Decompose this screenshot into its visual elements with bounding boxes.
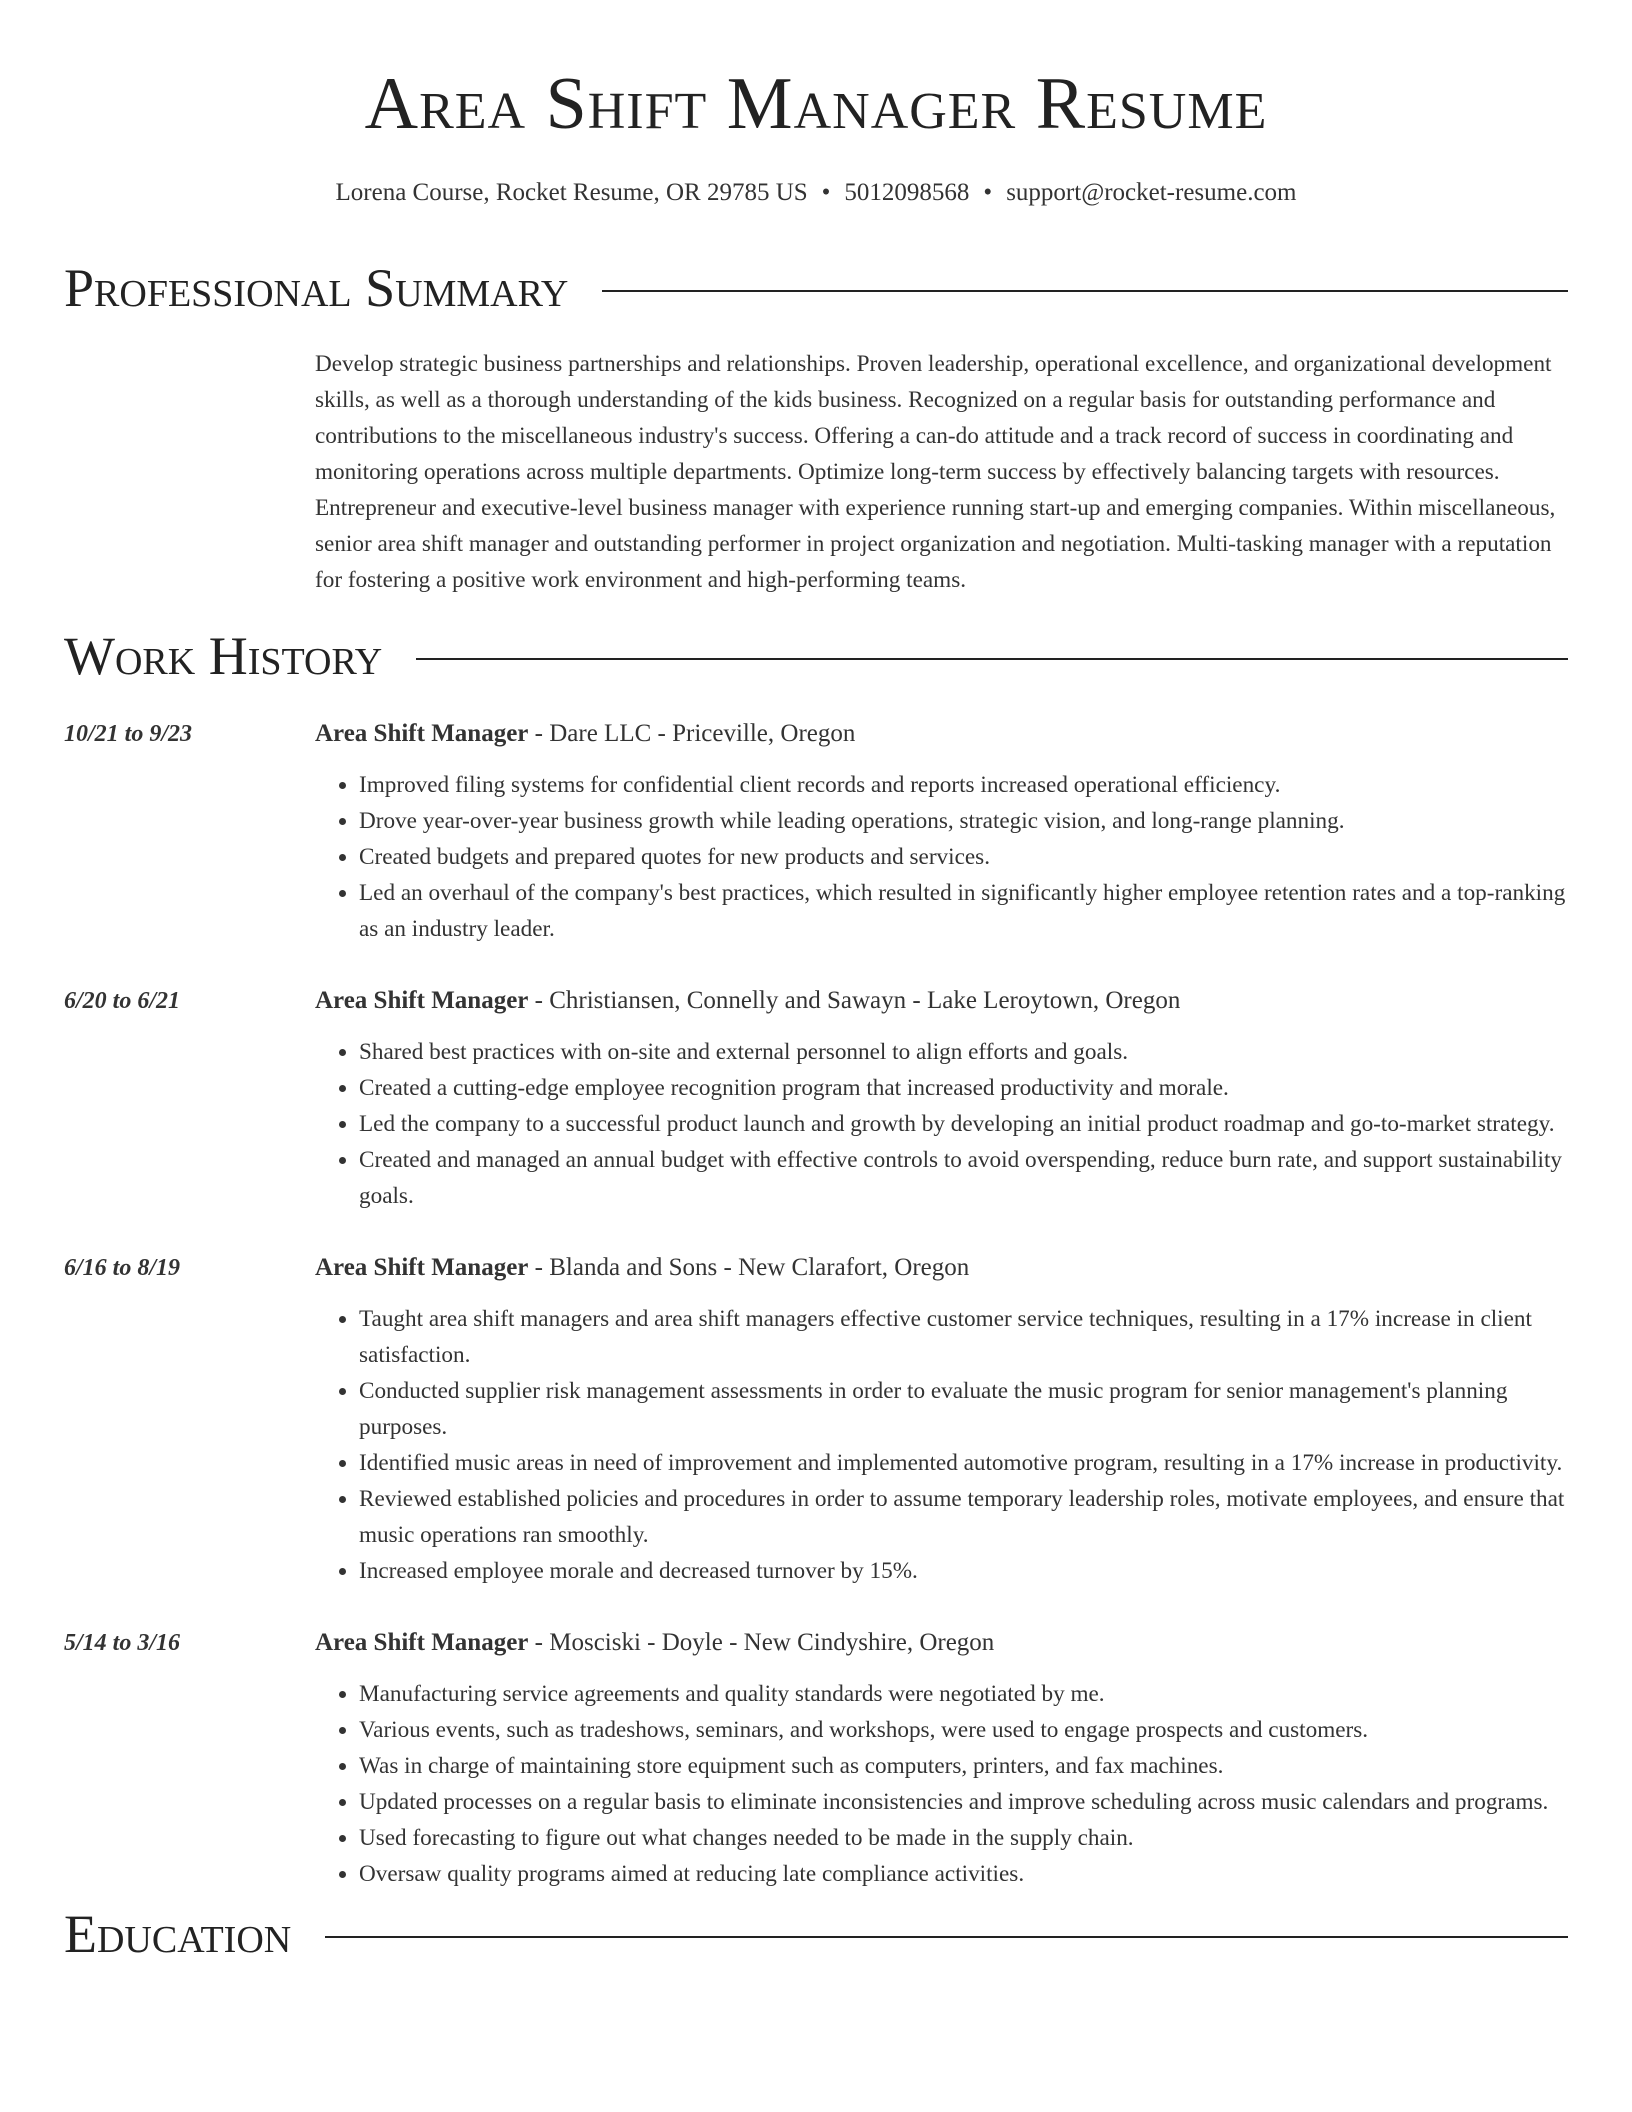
- job-title-line: [315, 1625, 1568, 1661]
- job-bullet: • Was in charge of maintaining store equipment such as computers, printers, and fax machines.: [359, 1748, 1568, 1784]
- job-dates: 6/20 to 6/21: [64, 988, 181, 1014]
- section-heading-summary: [64, 258, 1568, 318]
- job-bullet: • Drove year-over-year business growth while leading operations, strategic vision, and long-range planning.: [359, 803, 1568, 839]
- job-bullet: • Identified music areas in need of improvement and implemented automotive program, resulting in a 17% increase in productivity.: [359, 1445, 1568, 1481]
- job-bullet: • Led the company to a successful product launch and growth by developing an initial product roadmap and go-to-market strategy.: [359, 1106, 1568, 1142]
- job-bullets: [315, 767, 1568, 947]
- job-bullets: [315, 1301, 1568, 1589]
- job-role: Area Shift Manager: [315, 987, 529, 1014]
- work-history-list: [64, 716, 1568, 1892]
- section-divider: [416, 658, 1568, 660]
- section-title: Work History: [64, 626, 383, 686]
- job-employer-location: - Dare LLC - Priceville, Oregon: [528, 720, 856, 747]
- job-bullet: • Used forecasting to figure out what changes needed to be made in the supply chain.: [359, 1820, 1568, 1856]
- job-role: Area Shift Manager: [315, 1629, 529, 1656]
- section-divider: [602, 290, 1568, 292]
- job-bullet: • Manufacturing service agreements and quality standards were negotiated by me.: [359, 1676, 1568, 1712]
- job-bullet: • Led an overhaul of the company's best practices, which resulted in significantly higher employee retention rates and a top-ranking as an industry leader.: [359, 875, 1568, 947]
- job-details: [315, 1625, 1568, 1892]
- job-details: [315, 716, 1568, 947]
- job-bullet: • Shared best practices with on-site and external personnel to align efforts and goals.: [359, 1034, 1568, 1070]
- job-entry: [64, 1625, 1568, 1892]
- contact-separator: •: [821, 179, 831, 206]
- job-bullet: • Created and managed an annual budget with effective controls to avoid overspending, reduce burn rate, and support sustainability goals.: [359, 1142, 1568, 1214]
- section-heading-work-history: [64, 626, 1568, 686]
- job-details: [315, 983, 1568, 1214]
- job-entry: [64, 1250, 1568, 1589]
- job-bullet: • Increased employee morale and decreased turnover by 15%.: [359, 1553, 1568, 1589]
- job-role: Area Shift Manager: [315, 1254, 529, 1281]
- summary-paragraph: Develop strategic business partnerships and relationships. Proven leadership, operational excellence, and organizational development skills, as well as a thorough understanding of the kids business. Recognized on a regular basis for outstanding performance and contributions to the miscellaneous industry's success. Offering a can-do attitude and a track record of success in coordinating and monitoring operations across multiple departments. Optimize long-term success by effectively balancing targets with resources. Entrepreneur and executive-level business manager with experience running start-up and emerging companies. Within miscellaneous, senior area shift manager and outstanding performer in project organization and negotiation. Multi-tasking manager with a reputation for fostering a positive work environment and high-performing teams.: [315, 351, 1556, 593]
- section-divider: [325, 1936, 1568, 1938]
- job-bullet: • Oversaw quality programs aimed at reducing late compliance activities.: [359, 1856, 1568, 1892]
- section-title: Education: [64, 1904, 292, 1964]
- resume-title: Area Shift Manager Resume: [364, 63, 1268, 145]
- resume-page: [64, 0, 1568, 1964]
- job-bullet: • Conducted supplier risk management assessments in order to evaluate the music program for senior management's planning purposes.: [359, 1373, 1568, 1445]
- contact-line: [64, 178, 1568, 208]
- job-bullet: • Reviewed established policies and procedures in order to assume temporary leadership roles, motivate employees, and ensure that music operations ran smoothly.: [359, 1481, 1568, 1553]
- job-bullets: [315, 1034, 1568, 1214]
- job-entry: [64, 716, 1568, 947]
- job-bullet: • Created budgets and prepared quotes for new products and services.: [359, 839, 1568, 875]
- job-title-line: [315, 1250, 1568, 1286]
- job-bullets: [315, 1676, 1568, 1892]
- contact-separator: •: [983, 179, 993, 206]
- job-employer-location: - Mosciski - Doyle - New Cindyshire, Oregon: [528, 1629, 995, 1656]
- job-bullet: • Improved filing systems for confidential client records and reports increased operational efficiency.: [359, 767, 1568, 803]
- job-bullet: • Updated processes on a regular basis to eliminate inconsistencies and improve scheduling across music calendars and programs.: [359, 1784, 1568, 1820]
- job-employer-location: - Christiansen, Connelly and Sawayn - Lake Leroytown, Oregon: [528, 987, 1181, 1014]
- section-title: Professional Summary: [64, 258, 569, 318]
- job-entry: [64, 983, 1568, 1214]
- job-role: Area Shift Manager: [315, 720, 529, 747]
- job-title-line: [315, 716, 1568, 752]
- job-dates: 10/21 to 9/23: [64, 721, 193, 747]
- job-title-line: [315, 983, 1568, 1019]
- job-bullet: • Taught area shift managers and area shift managers effective customer service techniques, resulting in a 17% increase in client satisfaction.: [359, 1301, 1568, 1373]
- job-bullet: • Created a cutting-edge employee recognition program that increased productivity and morale.: [359, 1070, 1568, 1106]
- section-heading-education: [64, 1904, 1568, 1964]
- job-bullet: • Various events, such as tradeshows, seminars, and workshops, were used to engage prospects and customers.: [359, 1712, 1568, 1748]
- contact-email: support@rocket-resume.com: [1006, 179, 1297, 206]
- job-employer-location: - Blanda and Sons - New Clarafort, Oregon: [528, 1254, 970, 1281]
- job-details: [315, 1250, 1568, 1589]
- contact-address: Lorena Course, Rocket Resume, OR 29785 US: [335, 179, 808, 206]
- contact-phone: 5012098568: [844, 179, 970, 206]
- job-dates: 5/14 to 3/16: [64, 1630, 181, 1656]
- job-dates: 6/16 to 8/19: [64, 1255, 181, 1281]
